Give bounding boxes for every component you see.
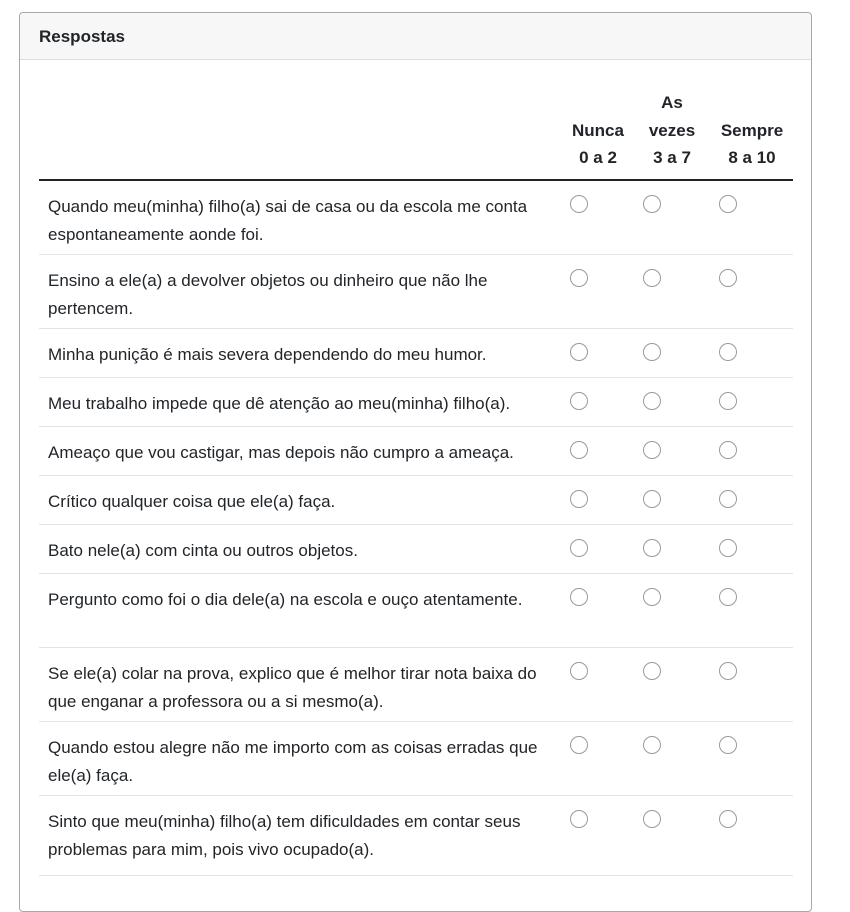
question-text: Quando estou alegre não me importo com as coisas erradas que ele(a) faça. <box>48 738 538 785</box>
table-row <box>39 181 793 255</box>
radio-nunca[interactable] <box>570 195 588 213</box>
question-text: Pergunto como foi o dia dele(a) na escola e ouço atentamente. <box>48 590 523 609</box>
radio-nunca[interactable] <box>570 588 588 606</box>
radio-sempre[interactable] <box>719 441 737 459</box>
table-row <box>39 525 793 574</box>
radio-sempre[interactable] <box>719 392 737 410</box>
table-row <box>39 796 793 876</box>
column-header-as-vezes: As vezes 3 a 7 <box>648 93 696 167</box>
question-text: Crítico qualquer coisa que ele(a) faça. <box>48 492 336 511</box>
table-row <box>39 574 793 648</box>
radio-as-vezes[interactable] <box>643 810 661 828</box>
table-row <box>39 476 793 525</box>
question-text: Se ele(a) colar na prova, explico que é melhor tirar nota baixa do que enganar a professora ou a si mesmo(a). <box>48 664 537 711</box>
radio-nunca[interactable] <box>570 392 588 410</box>
radio-sempre[interactable] <box>719 588 737 606</box>
radio-as-vezes[interactable] <box>643 588 661 606</box>
radio-sempre[interactable] <box>719 736 737 754</box>
radio-as-vezes[interactable] <box>643 662 661 680</box>
table-row <box>39 329 793 378</box>
column-header-nunca: Nunca 0 a 2 <box>572 120 624 167</box>
radio-as-vezes[interactable] <box>643 343 661 361</box>
radio-sempre[interactable] <box>719 343 737 361</box>
radio-nunca[interactable] <box>570 662 588 680</box>
question-text: Ensino a ele(a) a devolver objetos ou dinheiro que não lhe pertencem. <box>48 271 488 318</box>
table-row <box>39 427 793 476</box>
radio-nunca[interactable] <box>570 441 588 459</box>
question-text: Bato nele(a) com cinta ou outros objetos. <box>48 541 358 560</box>
radio-nunca[interactable] <box>570 343 588 361</box>
question-text: Ameaço que vou castigar, mas depois não cumpro a ameaça. <box>48 443 514 462</box>
radio-sempre[interactable] <box>719 810 737 828</box>
table-row <box>39 255 793 329</box>
radio-nunca[interactable] <box>570 810 588 828</box>
radio-sempre[interactable] <box>719 490 737 508</box>
column-header-sempre: Sempre 8 a 10 <box>720 120 784 167</box>
table-row <box>39 722 793 796</box>
radio-as-vezes[interactable] <box>643 539 661 557</box>
question-text: Quando meu(minha) filho(a) sai de casa ou da escola me conta espontaneamente aonde foi. <box>48 197 528 244</box>
radio-as-vezes[interactable] <box>643 269 661 287</box>
radio-nunca[interactable] <box>570 269 588 287</box>
question-text: Minha punição é mais severa dependendo do meu humor. <box>48 345 487 364</box>
radio-as-vezes[interactable] <box>643 490 661 508</box>
radio-nunca[interactable] <box>570 736 588 754</box>
radio-sempre[interactable] <box>719 195 737 213</box>
table-row <box>39 648 793 722</box>
question-text: Meu trabalho impede que dê atenção ao meu(minha) filho(a). <box>48 394 511 413</box>
responses-card <box>19 12 812 912</box>
radio-sempre[interactable] <box>719 539 737 557</box>
radio-as-vezes[interactable] <box>643 195 661 213</box>
card-title: Respostas <box>20 13 811 60</box>
radio-as-vezes[interactable] <box>643 441 661 459</box>
radio-nunca[interactable] <box>570 490 588 508</box>
radio-as-vezes[interactable] <box>643 392 661 410</box>
radio-nunca[interactable] <box>570 539 588 557</box>
radio-sempre[interactable] <box>719 269 737 287</box>
table-row <box>39 378 793 427</box>
question-text: Sinto que meu(minha) filho(a) tem dificuldades em contar seus problemas para mim, pois vivo ocupado(a). <box>48 812 521 859</box>
radio-sempre[interactable] <box>719 662 737 680</box>
radio-as-vezes[interactable] <box>643 736 661 754</box>
